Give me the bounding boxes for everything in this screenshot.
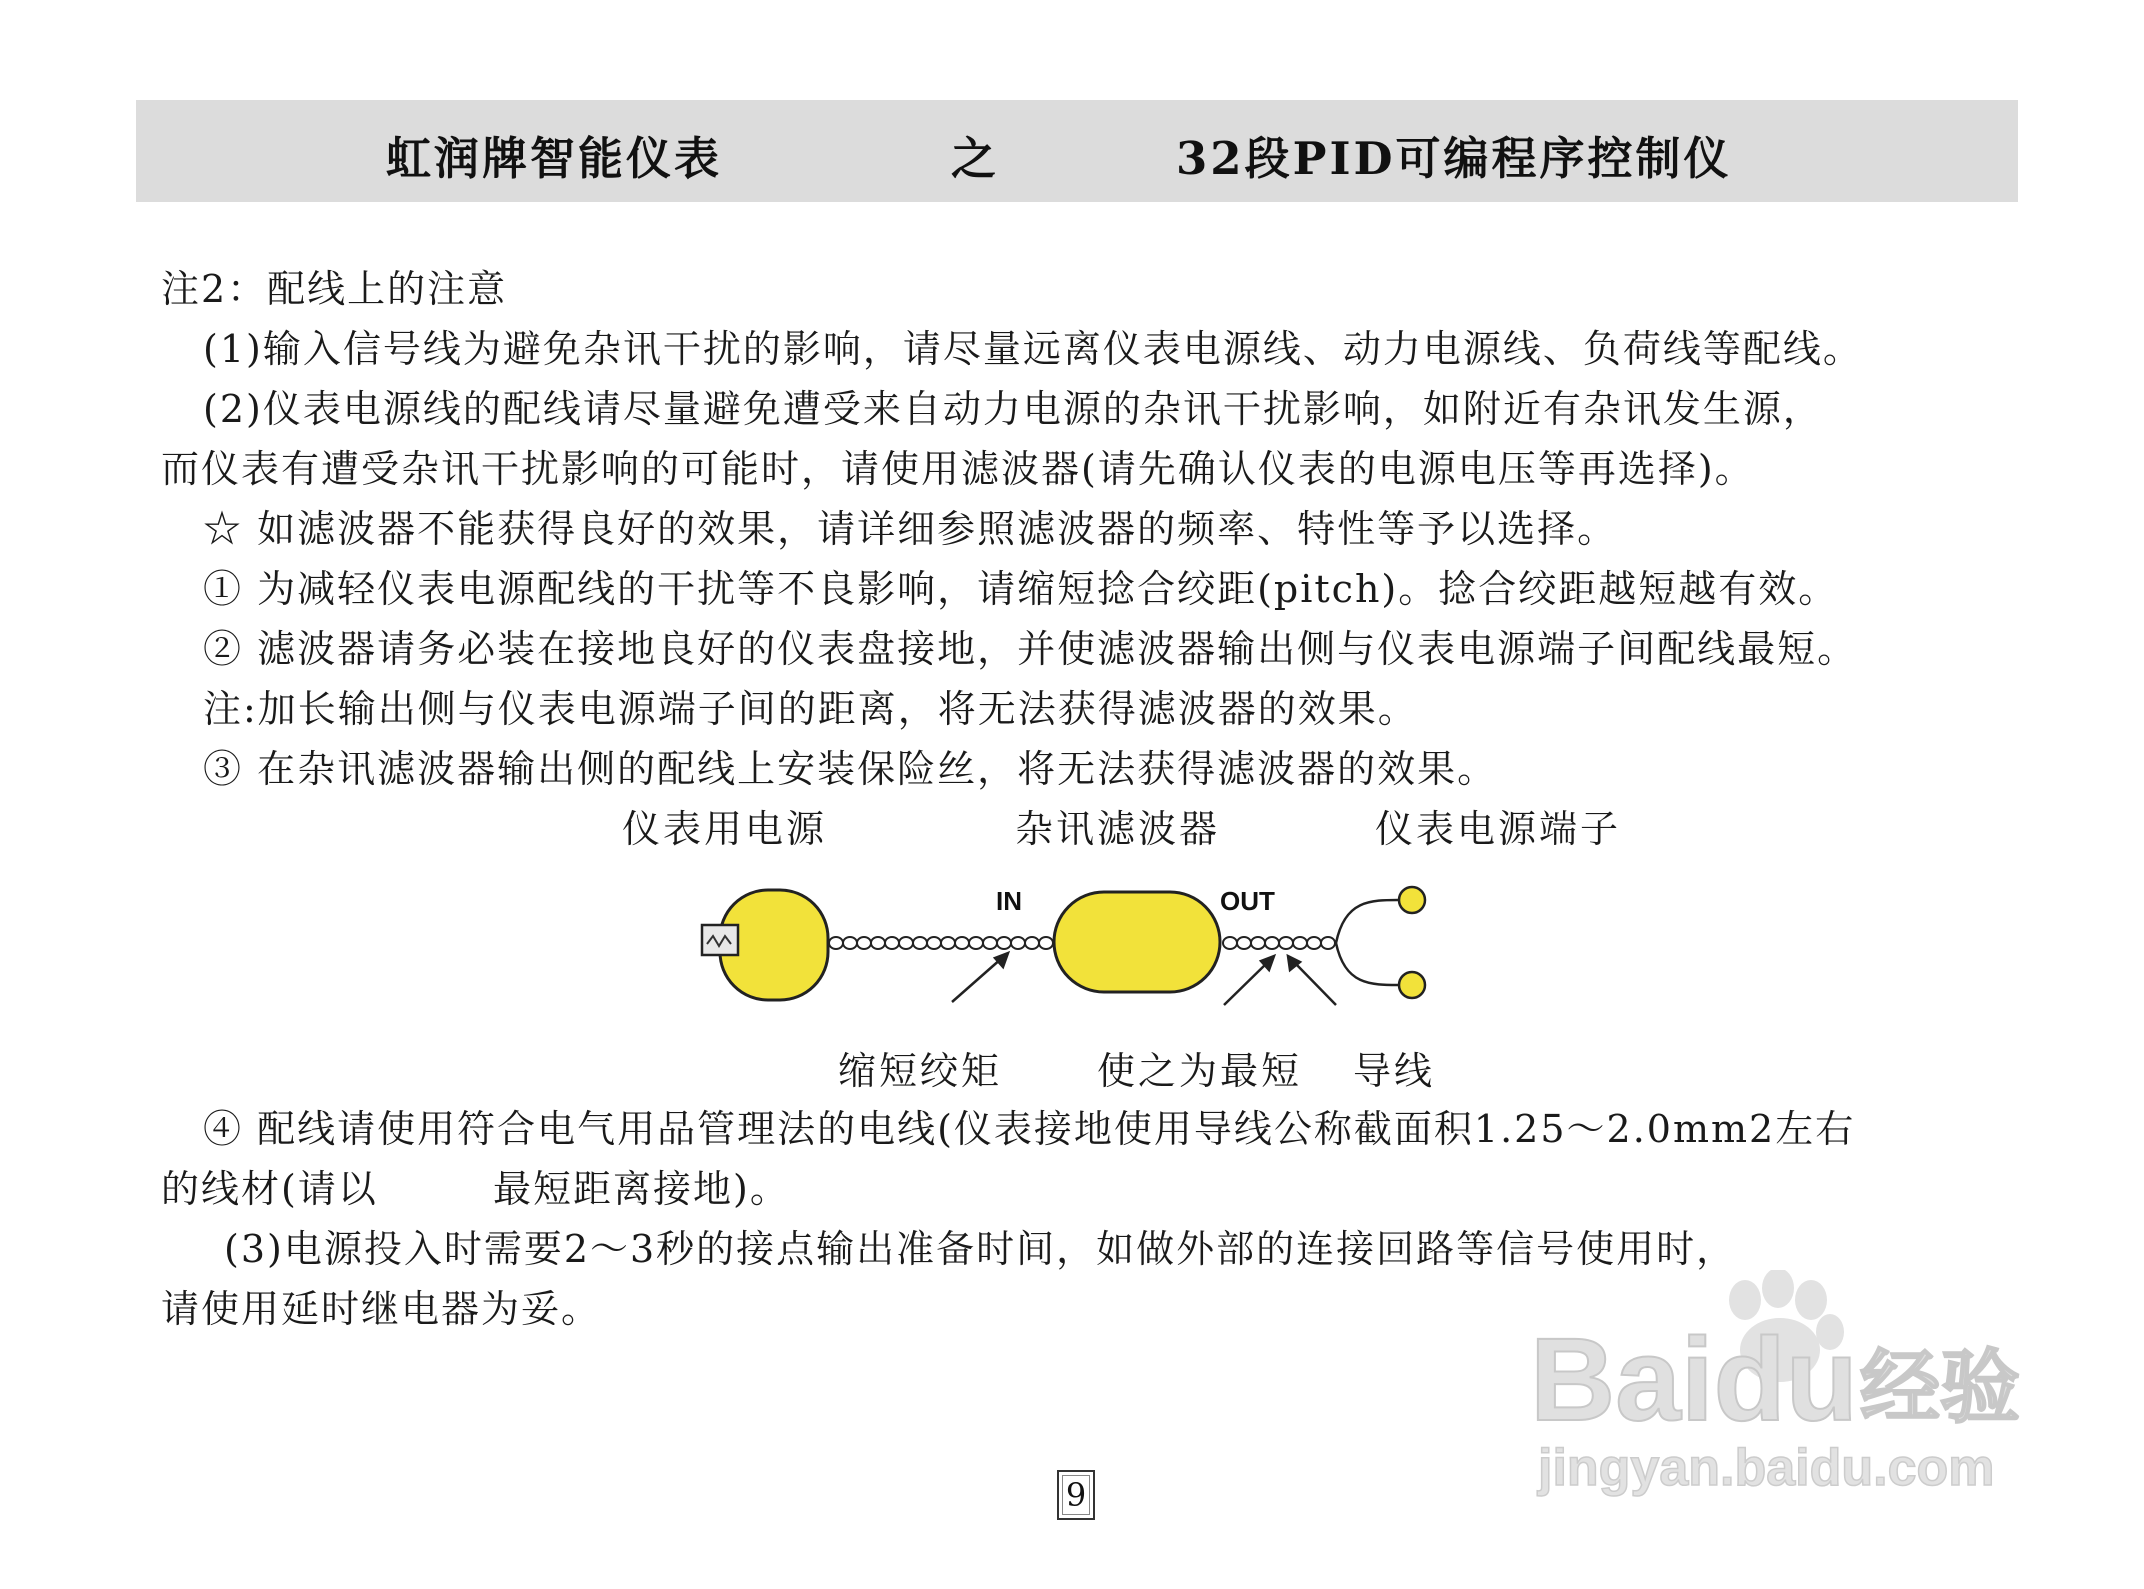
twisted-wire-input [829,937,1053,949]
arrow-shorten-pitch [952,953,1008,1002]
watermark-brand: Baidu [1530,1314,1858,1446]
baidu-watermark [1530,1270,2050,1500]
circled-item-4-line-2b: 最短距离接地)。 [493,1167,790,1211]
item-1: (1)输入信号线为避免杂讯干扰的影响，请尽量远离仪表电源线、动力电源线、负荷线等配线。 [203,327,1863,371]
out-label: OUT [1220,886,1275,916]
caption-make-shortest: 使之为最短 [1097,1049,1303,1093]
twisted-wire-output [1223,937,1335,949]
circled-item-1: ① 为减轻仪表电源配线的干扰等不良影响，请缩短捻合绞距(pitch)。捻合绞距越短越有效。 [203,567,1839,611]
arrow-shortest [1224,956,1274,1005]
note-title: 注2：配线上的注意 [161,267,508,311]
watermark-url: jingyan.baidu.com [1538,1439,1995,1497]
ac-source-icon [702,925,738,955]
caption-wire: 导线 [1353,1049,1436,1093]
circled-item-3: ③ 在杂讯滤波器输出侧的配线上安装保险丝，将无法获得滤波器的效果。 [203,747,1498,791]
header-connector: 之 [951,132,1000,185]
header-brand: 虹润牌智能仪表 [386,132,723,185]
watermark-brand-cn: 经验 [1860,1341,2020,1434]
arrow-wire [1288,956,1336,1005]
wiring-diagram [690,870,1470,1030]
circled-item-4-line-1: ④ 配线请使用符合电气用品管理法的电线(仪表接地使用导线公称截面积1.25～2.0mm2左右 [203,1107,1856,1151]
star-note: ☆ 如滤波器不能获得良好的效果，请详细参照滤波器的频率、特性等予以选择。 [203,507,1618,551]
label-noise-filter: 杂讯滤波器 [1015,807,1221,851]
page-number: 9 [1057,1470,1095,1520]
label-power-source: 仪表用电源 [622,807,828,851]
caption-shorten-pitch: 缩短绞矩 [838,1049,1003,1093]
note-line: 注:加长输出侧与仪表电源端子间的距离，将无法获得滤波器的效果。 [203,687,1418,731]
item-2-line-1: (2)仪表电源线的配线请尽量避免遭受来自动力电源的杂讯干扰影响，如附近有杂讯发生源， [203,387,1823,431]
item-3-line-1: (3)电源投入时需要2～3秒的接点输出准备时间，如做外部的连接回路等信号使用时， [224,1227,1737,1271]
header-product: 32段PID可编程序控制仪 [1176,132,1732,185]
circled-item-4-line-2a: 的线材(请以 [161,1167,378,1211]
in-label: IN [996,886,1022,916]
label-power-terminal: 仪表电源端子 [1375,807,1622,851]
item-3-line-2: 请使用延时继电器为妥。 [161,1287,602,1331]
noise-filter-shape [1054,892,1220,992]
terminal-wires [1336,900,1400,985]
item-2-line-2: 而仪表有遭受杂讯干扰影响的可能时，请使用滤波器(请先确认仪表的电源电压等再选择)。 [161,447,1755,491]
terminal-lower [1399,972,1425,998]
page-header-band [136,100,2018,202]
terminal-upper [1399,887,1425,913]
circled-item-2: ② 滤波器请务必装在接地良好的仪表盘接地，并使滤波器输出侧与仪表电源端子间配线最短。 [203,627,1858,671]
